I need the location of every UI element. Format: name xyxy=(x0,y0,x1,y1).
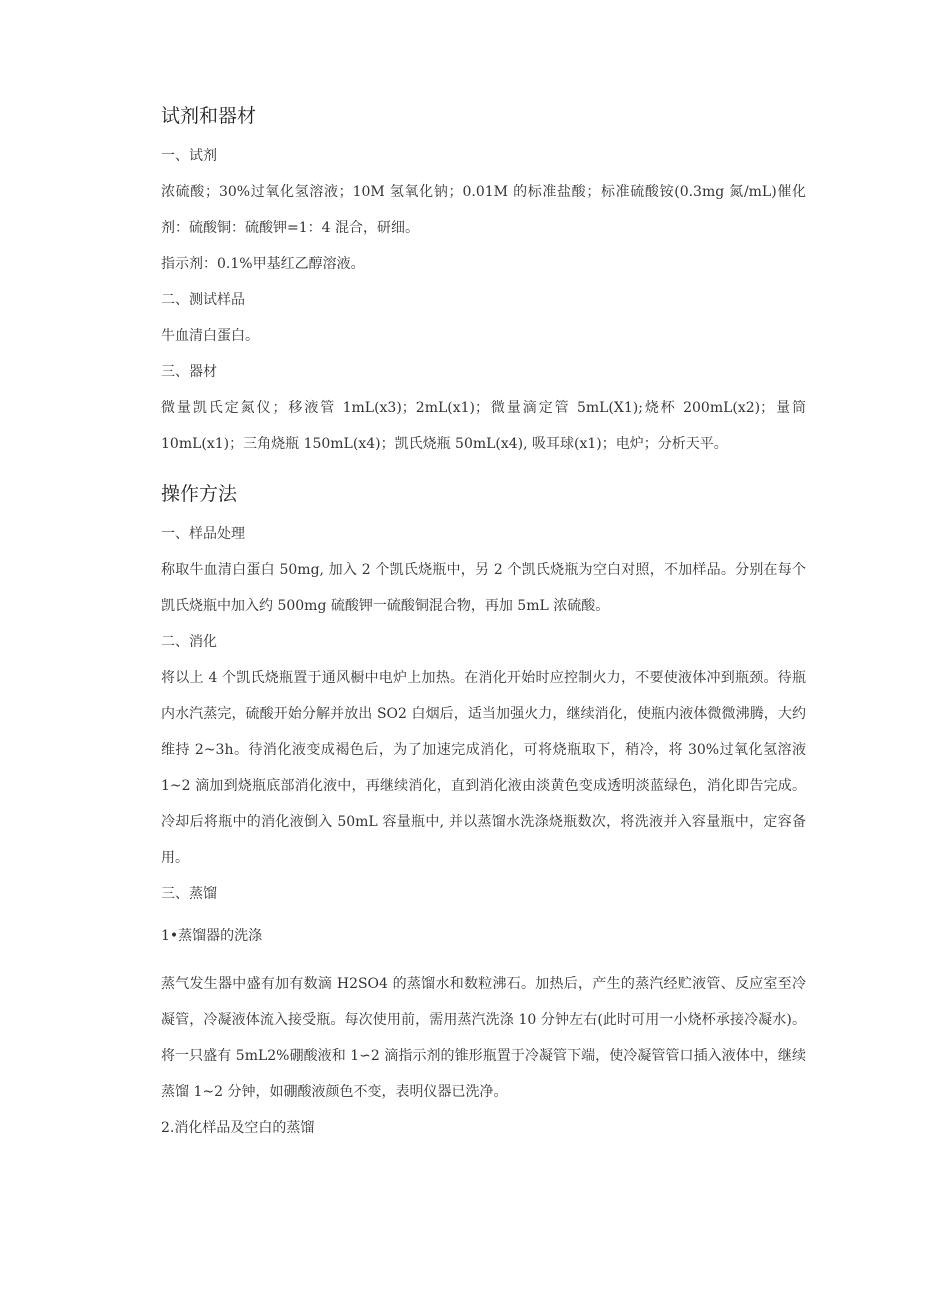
paragraph-test-sample: 牛血清白蛋白。 xyxy=(161,328,259,344)
paragraph-indicator: 指示剂：0.1%甲基红乙醇溶液。 xyxy=(161,256,365,272)
subheading-sample-processing: 一、样品处理 xyxy=(161,526,245,542)
subheading-reagents: 一、试剂 xyxy=(161,148,217,164)
paragraph-digestion: 将以上 4 个凯氏烧瓶置于通风橱中电炉上加热。在消化开始时应控制火力，不要使液体冲到瓶颈。待瓶内水汽蒸完，硫酸开始分解并放出 SO2 白烟后，适当加强火力，继续消化，使瓶内液体微微沸腾，大约维持 2~3h。待消化液变成褐色后，为了加速完成消化，可将烧瓶取下，稍冷，将 30%过氧化氢溶液 1~2 滴加到烧瓶底部消化液中，再继续消化，直到消化液由淡黄色变成透明淡蓝绿色，消化即告完成。冷却后将瓶中的消化液倒入 50mL 容量瓶中, 并以蒸馏水洗涤烧瓶数次，将洗液并入容量瓶中，定容备用。 xyxy=(161,670,806,866)
section-title-reagents: 试剂和器材 xyxy=(161,105,257,127)
subheading-distillation: 三、蒸馏 xyxy=(161,886,217,902)
subheading-digestion: 二、消化 xyxy=(161,634,217,650)
paragraph-sample-processing: 称取牛血清白蛋白 50mg, 加入 2 个凯氏烧瓶中，另 2 个凯氏烧瓶为空白对照，不加样品。分别在每个凯氏烧瓶中加入约 500mg 硫酸钾一硫酸铜混合物，再加 5mL 浓硫酸。 xyxy=(161,562,806,614)
subheading-test-sample: 二、测试样品 xyxy=(161,292,245,308)
paragraph-distiller-washing: 蒸气发生器中盛有加有数滴 H2SO4 的蒸馏水和数粒沸石。加热后，产生的蒸汽经贮液管、反应室至冷凝管，冷凝液体流入接受瓶。每次使用前，需用蒸汽洗涤 10 分钟左右(此时可用一小烧杯承接冷凝水)。将一只盛有 5mL2%硼酸液和 1∽2 滴指示剂的锥形瓶置于冷凝管下端，使冷凝管管口插入液体中，继续蒸馏 1~2 分钟，如硼酸液颜色不变，表明仪器已洗净。 xyxy=(161,976,806,1100)
subheading-sample-distillation: 2.消化样品及空白的蒸馏 xyxy=(161,1120,315,1136)
section-title-method: 操作方法 xyxy=(161,483,238,505)
paragraph-equipment: 微量凯氏定氮仪；移液管 1mL(x3)；2mL(x1)；微量滴定管 5mL(X1);烧杯 200mL(x2)；量筒 10mL(x1)；三角烧瓶 150mL(x4)；凯氏烧瓶 50mL(x4), 吸耳球(x1)；电炉；分析天平。 xyxy=(161,400,806,452)
subheading-distiller-washing: 1•蒸馏器的洗涤 xyxy=(161,928,263,944)
subheading-equipment: 三、器材 xyxy=(161,364,217,380)
paragraph-reagents-list: 浓硫酸；30%过氧化氢溶液；10M 氢氧化钠；0.01M 的标准盐酸；标准硫酸铵(0.3mg 氮/mL)催化剂：硫酸铜：硫酸钾=1：4 混合，研细。 xyxy=(161,184,806,236)
document-content xyxy=(161,100,806,1146)
